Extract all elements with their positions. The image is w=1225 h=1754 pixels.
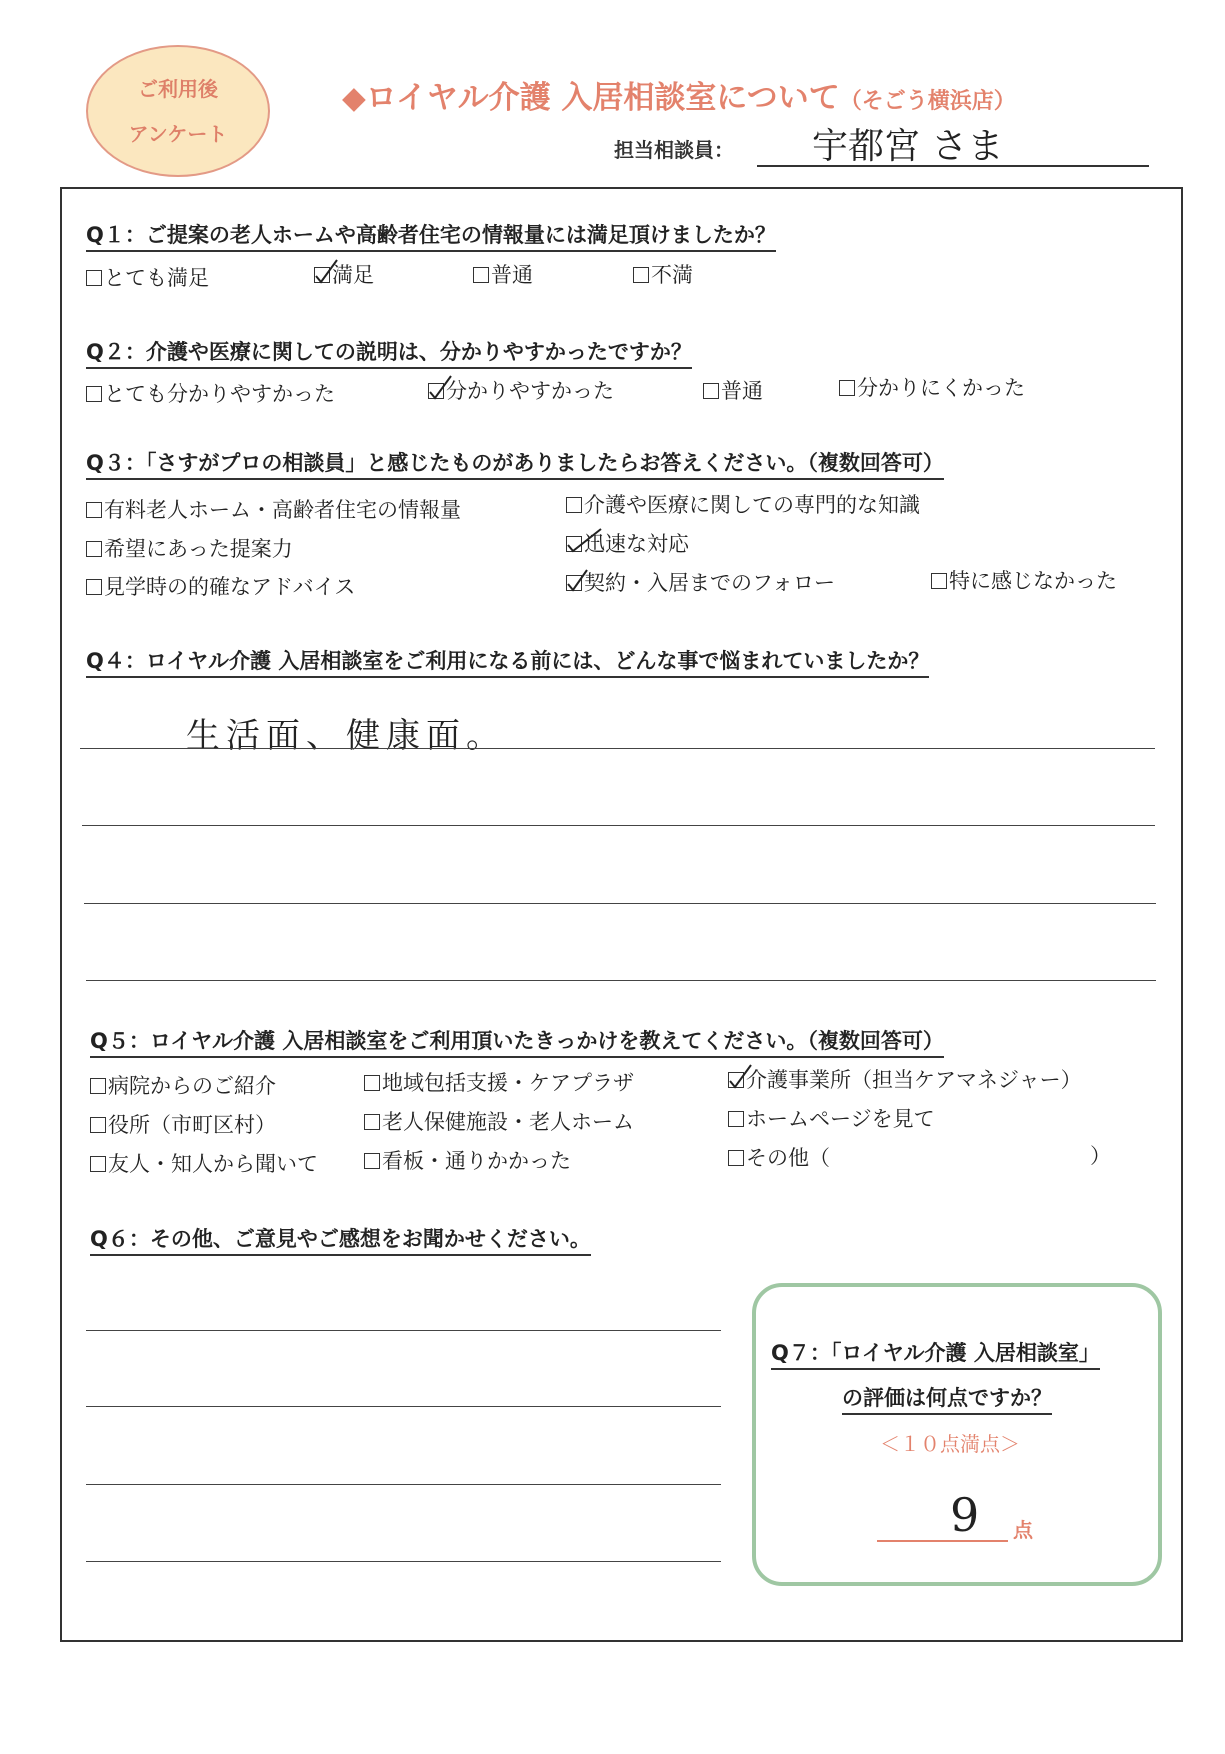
- checkbox[interactable]: [86, 541, 102, 557]
- checkbox[interactable]: [90, 1117, 106, 1133]
- q4-answer[interactable]: 生活面、健康面。: [186, 716, 506, 756]
- checkbox-checked[interactable]: [566, 536, 582, 552]
- q5-option[interactable]: 介護事業所（担当ケアマネジャー）: [728, 1064, 1082, 1094]
- checkbox-checked[interactable]: [566, 575, 582, 591]
- q3-option[interactable]: 迅速な対応: [566, 528, 689, 558]
- checkbox[interactable]: [86, 502, 102, 518]
- q7-question-line-1: Q７：「ロイヤル介護 入居相談室」: [771, 1337, 1100, 1370]
- checkbox-checked[interactable]: [314, 267, 330, 283]
- answer-line: [86, 1561, 721, 1562]
- page-title: [342, 72, 1016, 117]
- q5-option[interactable]: 役所（市町区村）: [90, 1109, 276, 1139]
- title-main: ◆ロイヤル介護 入居相談室について: [342, 80, 840, 116]
- q2-option[interactable]: とても分かりやすかった: [86, 378, 335, 408]
- q5-other-close: ）: [1090, 1144, 1111, 1168]
- check-mark-icon: [565, 566, 593, 594]
- checkbox[interactable]: [839, 380, 855, 396]
- q7-unit: 点: [1013, 1518, 1033, 1542]
- title-store: （そごう横浜店）: [839, 89, 1016, 114]
- answer-line: [86, 1330, 721, 1331]
- checkbox-checked[interactable]: [428, 383, 444, 399]
- answer-line: [80, 748, 1155, 749]
- q5-question: Q５：ロイヤル介護 入居相談室をご利用頂いたきっかけを教えてください。（複数回答可）: [90, 1025, 944, 1058]
- consultant-name-field[interactable]: 宇都宮 さま: [812, 126, 1004, 167]
- q6-question: Q６：その他、ご意見やご感想をお聞かせください。: [90, 1223, 591, 1256]
- q5-option[interactable]: 友人・知人から聞いて: [90, 1148, 318, 1178]
- checkbox[interactable]: [90, 1156, 106, 1172]
- checkbox[interactable]: [633, 267, 649, 283]
- q4-question: Q４：ロイヤル介護 入居相談室をご利用になる前には、どんな事で悩まれていましたか？: [86, 645, 929, 678]
- q5-option[interactable]: ホームページを見て: [728, 1103, 935, 1133]
- q2-option[interactable]: 分かりやすかった: [428, 375, 614, 405]
- q3-option[interactable]: 契約・入居までのフォロー: [566, 567, 835, 597]
- q1-option[interactable]: 普通: [473, 259, 533, 289]
- q3-option[interactable]: 希望にあった提案力: [86, 533, 293, 563]
- q1-option[interactable]: とても満足: [86, 262, 209, 292]
- answer-line: [86, 980, 1156, 981]
- q3-option[interactable]: 特に感じなかった: [931, 565, 1117, 595]
- answer-line: [82, 825, 1155, 826]
- checkbox[interactable]: [566, 497, 582, 513]
- badge-line-1: ご利用後: [138, 77, 218, 101]
- checkbox[interactable]: [364, 1114, 380, 1130]
- survey-badge: [86, 45, 270, 177]
- q5-option[interactable]: 病院からのご紹介: [90, 1070, 276, 1100]
- q2-option[interactable]: 普通: [703, 375, 763, 405]
- q1-question: Q１：ご提案の老人ホームや高齢者住宅の情報量には満足頂けましたか？: [86, 219, 776, 252]
- q5-option[interactable]: 地域包括支援・ケアプラザ: [364, 1067, 634, 1097]
- check-mark-icon: [313, 258, 341, 286]
- q7-score-underline: [877, 1540, 1008, 1542]
- answer-line: [86, 1484, 721, 1485]
- q2-option[interactable]: 分かりにくかった: [839, 372, 1025, 402]
- consultant-underline: [757, 165, 1149, 167]
- checkbox[interactable]: [728, 1150, 744, 1166]
- q5-option[interactable]: 老人保健施設・老人ホーム: [364, 1106, 634, 1136]
- q2-question: Q２：介護や医療に関しての説明は、分かりやすかったですか？: [86, 336, 692, 369]
- check-mark-icon: [727, 1063, 755, 1091]
- q3-option[interactable]: 見学時の的確なアドバイス: [86, 571, 355, 601]
- q7-score-field[interactable]: 9: [950, 1488, 980, 1542]
- checkbox[interactable]: [473, 267, 489, 283]
- answer-line: [86, 1406, 721, 1407]
- check-mark-icon: [427, 374, 455, 402]
- consultant-label: 担当相談員：: [614, 138, 734, 162]
- checkbox[interactable]: [86, 579, 102, 595]
- answer-line: [84, 903, 1156, 904]
- q7-note: ＜１０点満点＞: [880, 1432, 1020, 1456]
- checkbox[interactable]: [364, 1075, 380, 1091]
- q3-option[interactable]: 有料老人ホーム・高齢者住宅の情報量: [86, 494, 461, 524]
- checkbox[interactable]: [90, 1078, 106, 1094]
- q5-option[interactable]: その他（: [728, 1142, 830, 1172]
- checkbox[interactable]: [364, 1153, 380, 1169]
- q3-option[interactable]: 介護や医療に関しての専門的な知識: [566, 489, 920, 519]
- q1-option[interactable]: 満足: [314, 259, 374, 289]
- checkbox[interactable]: [703, 383, 719, 399]
- badge-line-2: アンケート: [128, 122, 228, 146]
- check-mark-icon: [565, 527, 605, 555]
- q3-question: Q３：「さすがプロの相談員」と感じたものがありましたらお答えください。（複数回答可）: [86, 447, 944, 480]
- checkbox[interactable]: [86, 270, 102, 286]
- q7-question-line-2: の評価は何点ですか？: [842, 1382, 1052, 1415]
- q1-option[interactable]: 不満: [633, 259, 693, 289]
- checkbox[interactable]: [86, 386, 102, 402]
- checkbox[interactable]: [728, 1111, 744, 1127]
- q5-option[interactable]: 看板・通りかかった: [364, 1145, 571, 1175]
- checkbox-checked[interactable]: [728, 1072, 744, 1088]
- checkbox[interactable]: [931, 573, 947, 589]
